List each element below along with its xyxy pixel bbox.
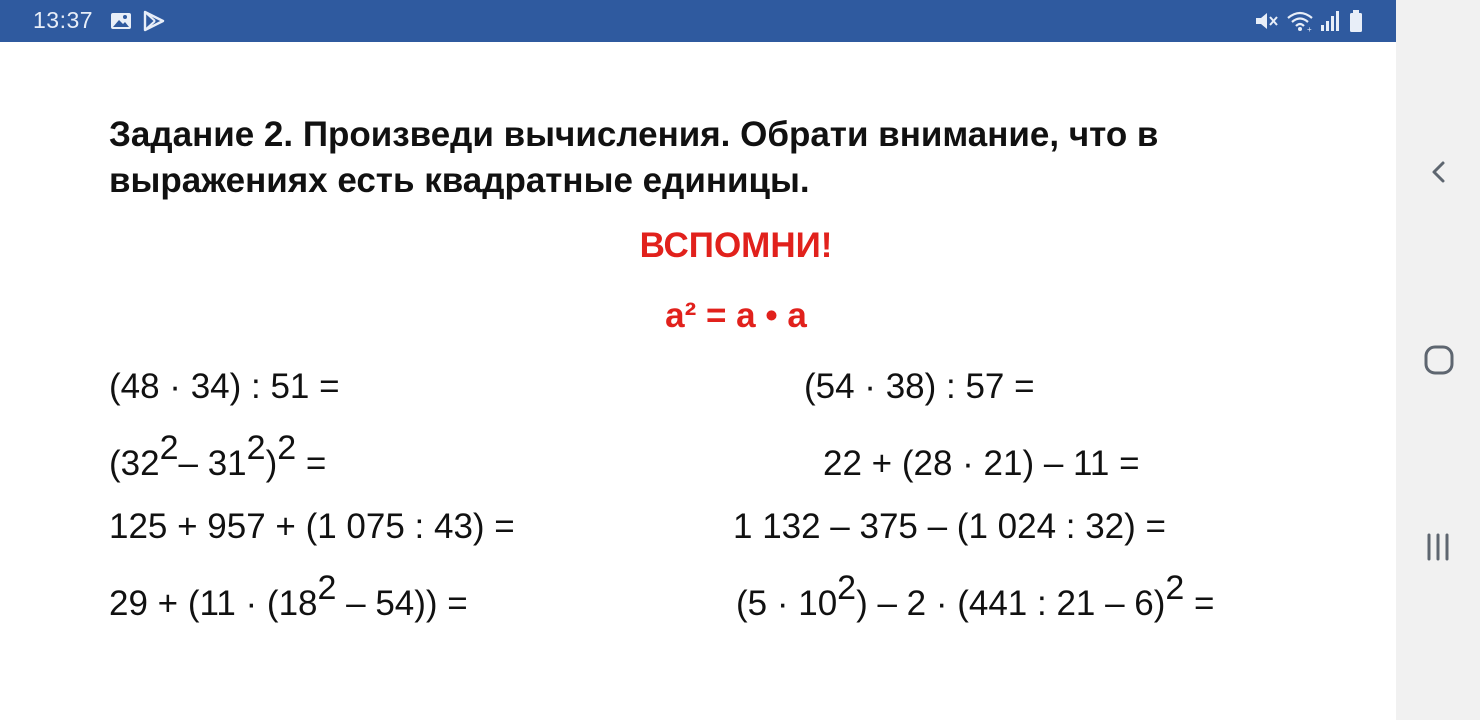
mute-icon: [1254, 9, 1280, 33]
signal-icon: [1318, 9, 1342, 33]
back-button[interactable]: [1396, 142, 1480, 202]
expression-7-part: 29 + (11 · (18: [109, 584, 318, 623]
status-bar: [0, 0, 1396, 42]
task-title-line2: выражениях есть квадратные единицы.: [109, 161, 810, 200]
task-title-line1: Задание 2. Произведи вычисления. Обрати внимание, что в: [109, 115, 1159, 154]
expression-3-part: =: [296, 444, 327, 483]
home-icon: [1418, 339, 1458, 379]
back-icon: [1418, 152, 1458, 192]
status-time: 13:37: [33, 7, 94, 33]
exponent: 2: [837, 569, 857, 607]
exponent: 2: [317, 569, 337, 607]
wifi-icon: [1286, 9, 1316, 33]
square-formula: a² = a • a: [665, 296, 807, 335]
expression-1: (48 · 34) : 51 =: [109, 367, 340, 406]
expression-4: 22 + (28 · 21) – 11 =: [823, 444, 1140, 483]
exponent: 2: [246, 429, 266, 467]
expression-7-part: – 54)) =: [336, 584, 468, 623]
play-store-icon: [142, 9, 166, 33]
expression-3: [109, 429, 327, 484]
expression-2: (54 · 38) : 57 =: [804, 367, 1035, 406]
expression-7: [109, 569, 468, 624]
exponent: 2: [159, 429, 179, 467]
expression-8: [736, 569, 1215, 624]
expression-6: 1 132 – 375 – (1 024 : 32) =: [733, 507, 1166, 546]
image-icon: [110, 9, 132, 33]
expression-8-part: =: [1184, 584, 1215, 623]
exponent: 2: [277, 429, 297, 467]
expression-3-part: – 31: [178, 444, 247, 483]
expression-3-part: (32: [109, 444, 160, 483]
expression-3-part: ): [265, 444, 278, 483]
expression-8-part: ) – 2 · (441 : 21 – 6): [856, 584, 1166, 623]
expression-8-part: (5 · 10: [736, 584, 838, 623]
remember-heading: ВСПОМНИ!: [639, 226, 833, 265]
svg-text:+: +: [1307, 25, 1312, 33]
battery-icon: [1348, 9, 1364, 33]
recents-button[interactable]: [1396, 517, 1480, 577]
home-button[interactable]: [1396, 329, 1480, 389]
recents-icon: [1418, 527, 1458, 567]
navigation-bar: [1396, 0, 1480, 720]
document-content: [0, 42, 1396, 720]
task-title: [109, 112, 1289, 204]
expression-5: 125 + 957 + (1 075 : 43) =: [109, 507, 515, 546]
exponent: 2: [1165, 569, 1185, 607]
